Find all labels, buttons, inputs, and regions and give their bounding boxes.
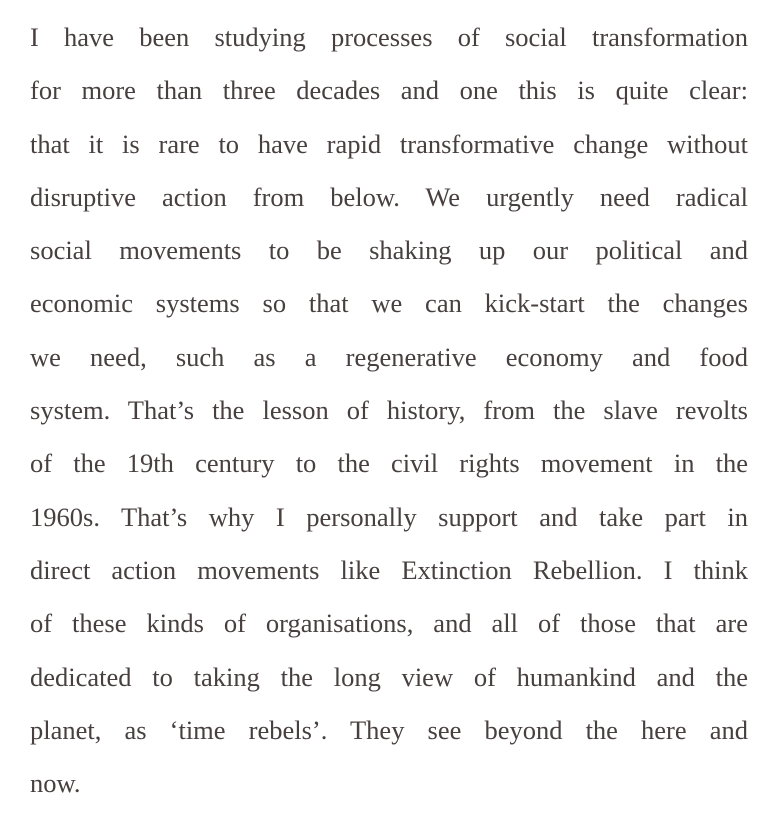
text-line: planet, as ‘time rebels’. They see beyond the here and [30,714,748,745]
text-line: dedicated to taking the long view of humankind and the [30,661,748,692]
text-line: disruptive action from below. We urgently need radical [30,181,748,212]
text-line: that it is rare to have rapid transformative change without [30,128,748,159]
text-line: for more than three decades and one this is quite clear: [30,75,748,106]
text-line: of the 19th century to the civil rights movement in the [30,448,748,479]
text-line: economic systems so that we can kick-start the changes [30,288,748,319]
text-line: we need, such as a regenerative economy and food [30,341,748,372]
text-line-last: now. [30,768,81,799]
text-line: system. That’s the lesson of history, from the slave revolts [30,395,748,426]
text-line: 1960s. That’s why I personally support and take part in [30,501,748,532]
text-line: I have been studying processes of social transformation [30,22,748,52]
text-line: direct action movements like Extinction Rebellion. I think [30,554,748,585]
text-line: social movements to be shaking up our political and [30,235,748,266]
text-line: of these kinds of organisations, and all of those that are [30,608,748,639]
